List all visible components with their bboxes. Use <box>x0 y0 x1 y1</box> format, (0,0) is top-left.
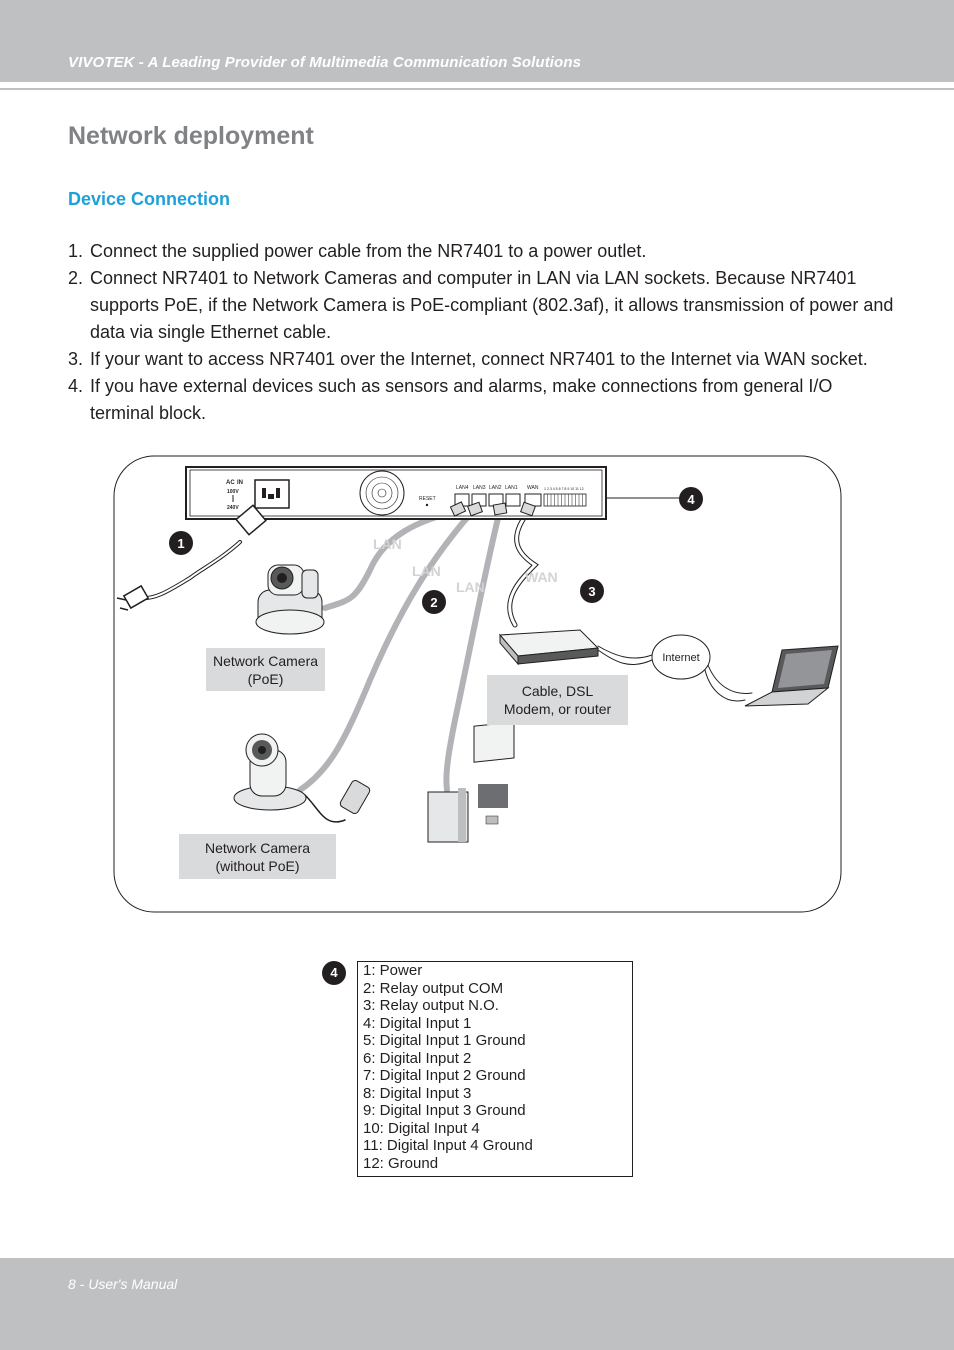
step-text: Connect the supplied power cable from the NR7401 to a power outlet. <box>90 241 647 261</box>
power-plug <box>117 505 266 610</box>
io-pin-item: 10: Digital Input 4 <box>363 1119 480 1137</box>
camera-label-line2: (without PoE) <box>215 857 300 874</box>
badge-3-text: 3 <box>588 584 596 599</box>
connection-steps <box>68 238 898 427</box>
io-pin-item: 5: Digital Input 1 Ground <box>363 1032 526 1049</box>
laptop-illustration <box>745 646 838 706</box>
port-label-lan2: LAN2 <box>489 485 502 491</box>
cable-label-wan: WAN <box>525 569 558 585</box>
step-number: 2. <box>68 268 84 288</box>
power-adapter <box>339 779 371 815</box>
section-title: Device Connection <box>68 189 231 209</box>
badge-2-text: 2 <box>430 595 438 610</box>
io-pin-item: 2: Relay output COM <box>363 979 504 997</box>
step-item <box>68 346 898 373</box>
fan-grille <box>360 471 404 515</box>
footer-band <box>0 1258 954 1350</box>
io-pin-item: 11: Digital Input 4 Ground <box>363 1137 533 1154</box>
modem-label-line1: Cable, DSL <box>521 683 594 699</box>
ac-label: AC <box>226 480 235 486</box>
modem-illustration <box>500 630 598 664</box>
io-pin-item: 9: Digital Input 3 Ground <box>363 1102 526 1119</box>
step-item <box>68 238 898 265</box>
io-pin-item: 1: Power <box>363 962 423 979</box>
volt-high-label: 240V <box>227 505 239 511</box>
badge-1-text: 1 <box>177 536 185 551</box>
terminal-pin-numbers: 1 2 3 4 5 6 7 8 9 10 11 12 <box>544 487 584 491</box>
camera-illustration <box>234 734 306 810</box>
io-pin-item: 6: Digital Input 2 <box>363 1049 472 1067</box>
step-text: If your want to access NR7401 over the Internet, connect NR7401 to the Internet via WAN socket. <box>90 349 868 369</box>
in-label: IN <box>237 480 243 486</box>
io-pin-list <box>357 961 633 1177</box>
step-text: Connect NR7401 to Network Cameras and computer in LAN via LAN sockets. Because NR7401 supports PoE, if the Network Camera is PoE-compliant (802.3af), it allows transmission of power and data via single Ethernet cable. <box>90 268 894 342</box>
step-number: 3. <box>68 349 84 369</box>
step-number: 4. <box>68 376 84 396</box>
step-text: If you have external devices such as sensors and alarms, make connections from general I/O terminal block. <box>90 376 833 423</box>
camera-label <box>179 834 336 879</box>
port-label-lan3: LAN3 <box>473 485 486 491</box>
reset-label: RESET <box>419 496 436 502</box>
header-divider <box>0 88 954 90</box>
step-number: 1. <box>68 241 84 261</box>
poe-camera-label-line1: Network Camera <box>212 652 319 669</box>
io-pin-item: 4: Digital Input 1 <box>363 1014 472 1032</box>
cable-label-lan: LAN <box>373 536 402 552</box>
header-tagline: VIVOTEK - A Leading Provider of Multimedia Communication Solutions <box>68 54 582 71</box>
camera-label-line1: Network Camera <box>204 839 311 856</box>
step-item <box>68 373 898 427</box>
pc-illustration <box>428 722 514 842</box>
io-pin-item: 12: Ground <box>363 1154 439 1172</box>
io-pin-item: 3: Relay output N.O. <box>363 997 499 1014</box>
volt-low-label: 100V <box>227 489 239 495</box>
connection-diagram <box>0 450 954 920</box>
poe-camera-label-line2: (PoE) <box>247 670 284 687</box>
modem-label-line2: Modem, or router <box>503 701 612 717</box>
adapter-cable <box>305 795 345 822</box>
io-pin-item: 7: Digital Input 2 Ground <box>363 1067 526 1084</box>
io-badge-4: 4 <box>322 961 346 985</box>
cable-label-lan: LAN <box>456 579 485 595</box>
step-item <box>68 265 898 346</box>
port-label-lan4: LAN4 <box>456 485 469 491</box>
port-label-wan: WAN <box>527 485 539 491</box>
page-number-footer: 8 - User's Manual <box>68 1276 178 1292</box>
reset-hole <box>426 504 428 506</box>
internet-laptop-link <box>705 670 745 701</box>
page-title: Network deployment <box>68 122 314 150</box>
poe-camera-illustration <box>256 565 324 634</box>
poe-camera-label <box>206 648 325 691</box>
io-pin-item: 8: Digital Input 3 <box>363 1084 472 1102</box>
badge-4-text: 4 <box>687 492 695 507</box>
modem-label <box>487 675 628 725</box>
cable-label-lan: LAN <box>412 563 441 579</box>
internet-label: Internet <box>662 652 700 664</box>
port-label-lan1: LAN1 <box>505 485 518 491</box>
lan-cable-camera <box>300 512 472 790</box>
